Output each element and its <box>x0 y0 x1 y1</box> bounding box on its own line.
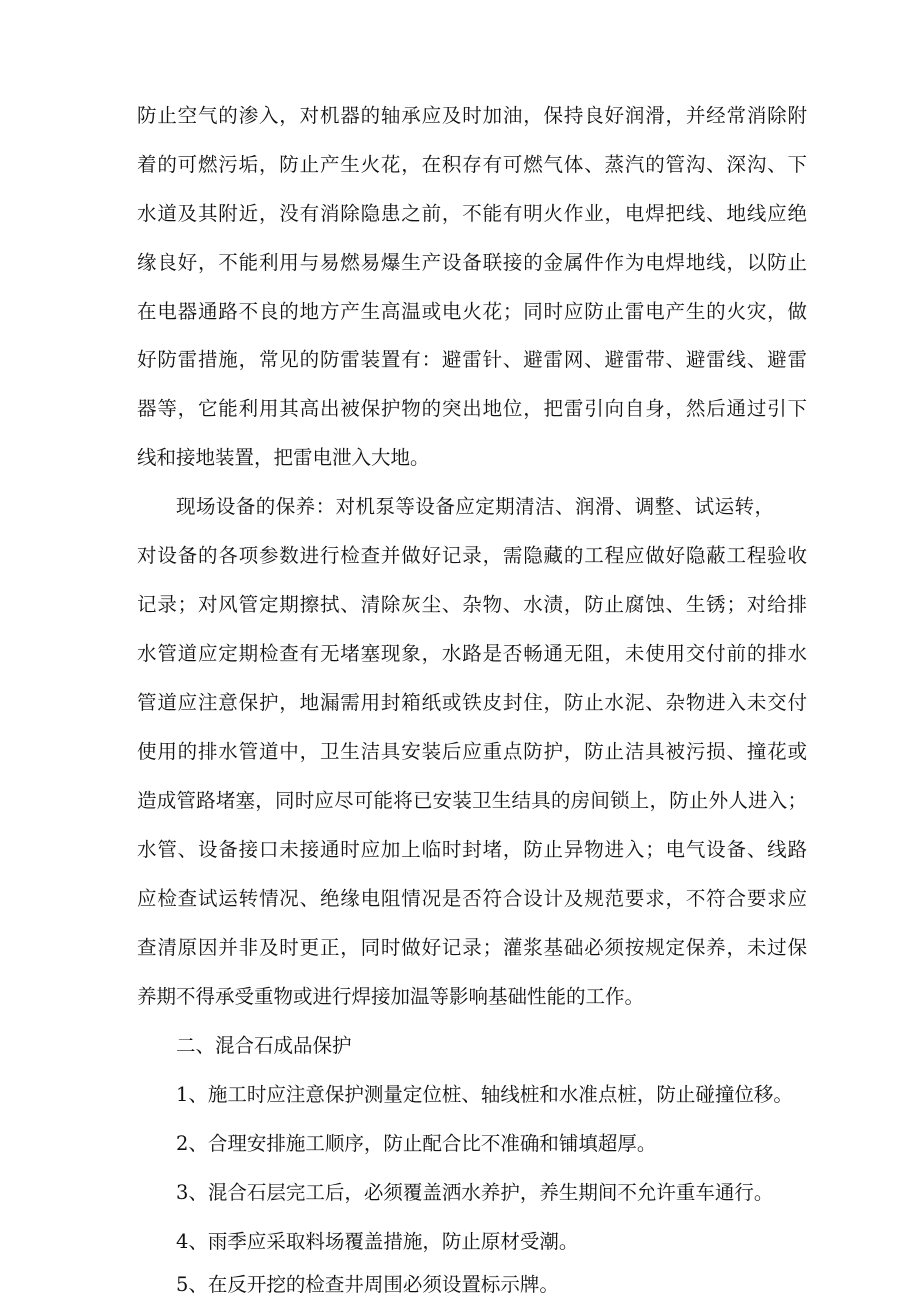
text-line: 应检查试运转情况、绝缘电阻情况是否符合设计及规范要求，不符合要求应 <box>137 887 807 910</box>
text-line: 养期不得承受重物或进行焊接加温等影响基础性能的工作。 <box>137 985 645 1008</box>
text-line: 查清原因并非及时更正，同时做好记录；灌浆基础必须按规定保养，未过保 <box>137 936 807 959</box>
list-item: 2、合理安排施工顺序，防止配合比不准确和铺填超厚。 <box>176 1132 657 1155</box>
section-heading: 二、混合石成品保护 <box>176 1034 352 1057</box>
text-line: 防止空气的渗入，对机器的轴承应及时加油，保持良好润滑，并经常消除附 <box>137 104 807 127</box>
list-item: 4、雨季应采取料场覆盖措施，防止原材受潮。 <box>176 1230 579 1253</box>
text-line: 造成管路堵塞，同时应尽可能将已安装卫生结具的房间锁上，防止外人进入； <box>137 789 807 812</box>
list-item: 3、混合石层完工后，必须覆盖洒水养护，养生期间不允许重车通行。 <box>176 1181 774 1204</box>
text-line: 在电器通路不良的地方产生高温或电火花；同时应防止雷电产生的火灾，做 <box>137 300 807 323</box>
text-line: 缘良好，不能利用与易燃易爆生产设备联接的金属件作为电焊地线，以防止 <box>137 251 807 274</box>
list-item: 1、施工时应注意保护测量定位桩、轴线桩和水准点桩，防止碰撞位移。 <box>176 1083 793 1106</box>
text-line: 现场设备的保养：对机泵等设备应定期清洁、润滑、调整、试运转， <box>176 495 774 518</box>
text-line: 器等，它能利用其高出被保护物的突出地位，把雷引向自身，然后通过引下 <box>137 397 807 420</box>
text-line: 水道及其附近，没有消除隐患之前，不能有明火作业，电焊把线、地线应绝 <box>137 202 807 225</box>
text-line: 水管、设备接口未接通时应加上临时封堵，防止异物进入；电气设备、线路 <box>137 838 807 861</box>
list-item: 5、在反开挖的检查井周围必须设置标示牌。 <box>176 1273 559 1296</box>
text-line: 水管道应定期检查有无堵塞现象，水路是否畅通无阻，未使用交付前的排水 <box>137 642 807 665</box>
text-line: 着的可燃污垢，防止产生火花，在积存有可燃气体、蒸汽的管沟、深沟、下 <box>137 153 807 176</box>
text-line: 使用的排水管道中，卫生洁具安装后应重点防护，防止洁具被污损、撞花或 <box>137 740 807 763</box>
text-line: 好防雷措施，常见的防雷装置有：避雷针、避雷网、避雷带、避雷线、避雷 <box>137 348 807 371</box>
text-line: 线和接地装置，把雷电泄入大地。 <box>137 446 430 469</box>
text-line: 记录；对风管定期擦拭、清除灰尘、杂物、水渍，防止腐蚀、生锈；对给排 <box>137 593 807 616</box>
text-line: 对设备的各项参数进行检查并做好记录，需隐藏的工程应做好隐蔽工程验收 <box>137 544 807 567</box>
text-line: 管道应注意保护，地漏需用封箱纸或铁皮封住，防止水泥、杂物进入未交付 <box>137 691 807 714</box>
